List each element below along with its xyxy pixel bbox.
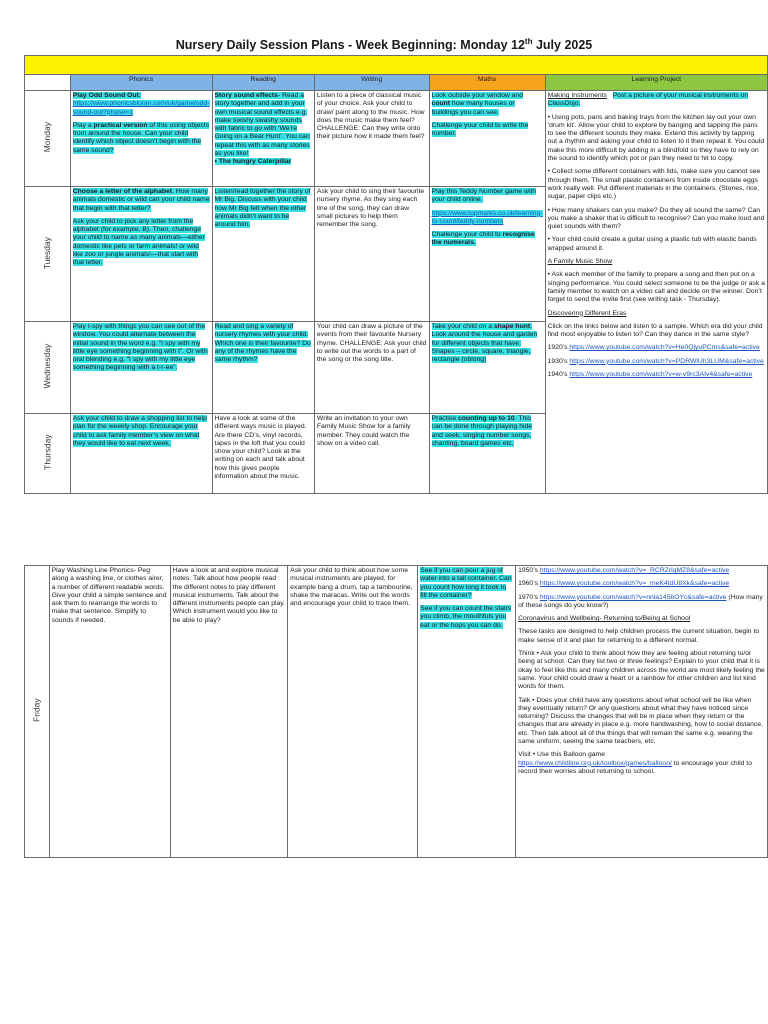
page-title: Nursery Daily Session Plans - Week Beginning: Monday 12th July 2025 [175, 37, 593, 53]
tuesday-reading: Listen/read together the story of Mr Big. Discuss with your child how Mr Big felt when the other animals didn’t want to be around him. [212, 187, 314, 322]
thursday-writing: Write an invitation to your own Family Music Show for a family member. They could watch the show on a video call. [314, 414, 429, 494]
link-1950s[interactable]: https://www.youtube.com/watch?v=_RCRZrlqMZ8&safe=active [539, 567, 730, 574]
teddy-numbers-link[interactable]: https://www.topmarks.co.uk/learning-to-count/teddy-numbers [431, 209, 543, 225]
tuesday-writing: Ask your child to sing their favourite nursery rhyme. As they sing each line of the song, they can draw small pictures to help them remember the song. [314, 187, 429, 322]
phonics-link[interactable]: https://www.phonicsbloom.com/uk/game/odd-sound-out?phase=1 [72, 100, 210, 116]
header-row [25, 75, 768, 91]
link-1960s[interactable]: https://www.youtube.com/watch?v=_meK4tdU8Xk&safe=active [539, 580, 730, 588]
day-label: Thursday [25, 414, 71, 494]
thursday-phonics: Ask your child to draw a shopping list to help plan for the weekly shop. Encourage your child to ask family member’s view on what they would like to eat next week. [70, 414, 212, 494]
header-writing: Writing [314, 75, 429, 91]
tuesday-phonics: Choose a letter of the alphabet. How many animals domestic or wild can your child name that begin with that letter? Ask your child to pick any letter from the alphabet (for example, B). Then, challenge your child to name as many animals—either domestic like pets or farm animals! or wild like zoo or jungle animals!—that start with that letter. [70, 187, 212, 322]
wednesday-maths: Take your child on a shape hunt. Look around the house and garden for different objects that have: Shapes – circle, square, triangle, rectangle (oblong) [429, 322, 545, 414]
row-monday [25, 91, 768, 187]
wednesday-reading: Read and sing a variety of nursery rhymes with your child. Which one is their favourite? Do any of the rhymes have the same rhythm? [212, 322, 314, 414]
wednesday-phonics: Play I-spy with things you can see out of the window. You could alternate between the initial sound in the word e.g. “I spy with my little eye something beginning with t”. Or with oral blending e.g. “I spy with my little eye something beginning with a t-r-ee”. [70, 322, 212, 414]
balloon-game-link[interactable]: https://www.childline.org.uk/toolbox/games/balloon/ [518, 759, 672, 767]
friday-maths: See if you can pour a jug of water into a tall container. Can you count how long it took to fill the container? See if you can count the stairs you climb, the mouthfuls you eat or the hops you can do. [418, 566, 516, 858]
monday-maths: Look outside your window and count how many houses or buildings you can see. Challenge your child to write the number. [429, 91, 545, 187]
day-label: Friday [25, 566, 50, 858]
friday-reading: Have a look at and explore musical notes. Talk about how people read the different notes to play different musical instruments. Talk about the different instruments people can play. Which instrument would you like to be able to play? [170, 566, 287, 858]
friday-plan-table [24, 565, 768, 858]
day-label: Tuesday [25, 187, 71, 322]
row-friday [25, 566, 768, 858]
learning-project-cell: Making Instruments Post a picture of your musical instruments on ClassDojo. • Using pots, pans and baking trays from the kitchen lay out your own ‘drum kit’. Allow your child to explore by banging and tapping the pans to see the different sounds they make. Extend this activity by tapping out a rhythm and asking your child to listen to it then repeat it. You could make this more difficult by adding in a blindfold so they have to rely on the sound to identify which pot or pan they need to hit to copy. • Collect some different containers with lids, make sure you cannot see through them. The small plastic containers from inside chocolate eggs work really well. Put different materials in the containers. (Stones, rice, sugar, paper clips etc.) • How many shakers can you make? Do they all sound the same? Can you make a shaker that is difficult to recognise? Can you make loud and quiet sounds with them? • Your child could create a guitar using a plastic tub with elastic bands wrapped around it. A Family Music Show • Ask each member of the family to prepare a song and then put on a singing performance. You could select someone to be the judge or ask a family member to watch on a video call and decide on the winner. Don’t forget to send the invite first (see writing task - Thursday). Discovering Different Eras Click on the links below and listen to a sample. Which era did your child find most enjoyable to listen to? Can they dance in the same style? 1920’s https://www.youtube.com/watch?v=He0QjyuPCms&safe=active 1930’s https://www.youtube.com/watch?v=PDRWlUh3LUM&safe=active 1940’s https://www.youtube.com/watch?v=w-v9rc3AIv4&safe=active [545, 91, 767, 494]
monday-writing: Listen to a piece of classical music of your choice. Ask your child to draw/ paint along to the music. How does the music make them feel? CHALLENGE: Can they write onto their picture how it made them feel? [314, 91, 429, 187]
thursday-reading: Have a look at some of the different ways music is played. Are there CD’s, vinyl records, tapes in the loft that you could show your child? Look at the writing on each and talk about how this gives people information about the music. [212, 414, 314, 494]
session-plan-table [24, 55, 768, 494]
friday-phonics: Play Washing Line Phonics- Peg along a washing line, or clothes airer, a number of different readable words. Give your child a simple sentence and ask them to rearrange the words to make that sentence. Simplify to sounds if needed. [49, 566, 170, 858]
thursday-maths: Practise counting up to 10. This can be done through playing hide and seek, singing number songs, chanting, board games etc. [429, 414, 545, 494]
day-label: Wednesday [25, 322, 71, 414]
header-reading: Reading [212, 75, 314, 91]
header-maths: Maths [429, 75, 545, 91]
link-1940s[interactable]: https://www.youtube.com/watch?v=w-v9rc3AIv4&safe=active [569, 371, 753, 379]
monday-phonics: Play Odd Sound Out: https://www.phonicsbloom.com/uk/game/odd-sound-out?phase=1 Play a practical version of this using objects from around the house. Can your child identify which object doesn’t begin with the same sound? [70, 91, 212, 187]
yellow-banner-row [25, 56, 768, 75]
link-1930s[interactable]: https://www.youtube.com/watch?v=PDRWlUh3LUM&safe=active [569, 357, 764, 365]
header-phonics: Phonics [70, 75, 212, 91]
monday-reading: Story sound effects- Read a story together and add in your own musical sound effects e.g. make swishy swashy sounds with fabric to go with ‘We’re Going on a Bear Hunt’. You can repeat this with as many stories as you like! • The hungry Caterpillar [212, 91, 314, 187]
link-1920s[interactable]: https://www.youtube.com/watch?v=He0QjyuPCms&safe=active [569, 344, 760, 352]
wednesday-writing: Your child can draw a picture of the events from their favourite Nursery rhyme. CHALLENGE: Ask your child to write out the words to a part of the song or the song title. [314, 322, 429, 414]
friday-writing: Ask your child to think about how some musical instruments are played, for example bang a drum, tap a tambourine, shake the maracas. Write out the words and encourage your child to trace them. [288, 566, 418, 858]
header-learning-project: Learning Project [545, 75, 767, 91]
day-label: Monday [25, 91, 71, 187]
tuesday-maths: Play this Teddy Number game with your child online. https://www.topmarks.co.uk/learning-to-count/teddy-numbers Challenge your child to recognise the numerals. [429, 187, 545, 322]
friday-learning-project: 1950’s https://www.youtube.com/watch?v=_RCRZrlqMZ8&safe=active 1960’s https://www.youtube.com/watch?v=_meK4tdU8Xk&safe=active 1970’s https://www.youtube.com/watch?v=nnla145bOYc&safe=active (How many of these songs do you know?) Coronavirus and Wellbeing- Returning to/Being at School These tasks are designed to help children process the current situation, begin to make sense of it and plan for returning to a different normal. Think • Ask your child to think about how they are feeling about returning to/or being at school. Can they list two or three feelings? Explain to your child that it is okay to feel like this and many children across the world are most likely feeling the same. Your child could draw a heart or a rainbow for other children and list kind words for them. Talk • Does your child have any questions about what school will be like when they eventually return? Or any questions about what they have noticed since returning? Discuss the changes that will be in place when they return or the changes that are already in place e.g. more handwashing, how to social distance, etc. Then talk about all of the things that will remain the same e.g. wearing the same uniform, seeing the same teachers, etc. Visit • Use this Balloon game https://www.childline.org.uk/toolbox/games/balloon/ to encourage your child to record their worries about returning to school. [516, 566, 768, 858]
link-1970s[interactable]: https://www.youtube.com/watch?v=nnla145bOYc&safe=active [539, 593, 727, 601]
